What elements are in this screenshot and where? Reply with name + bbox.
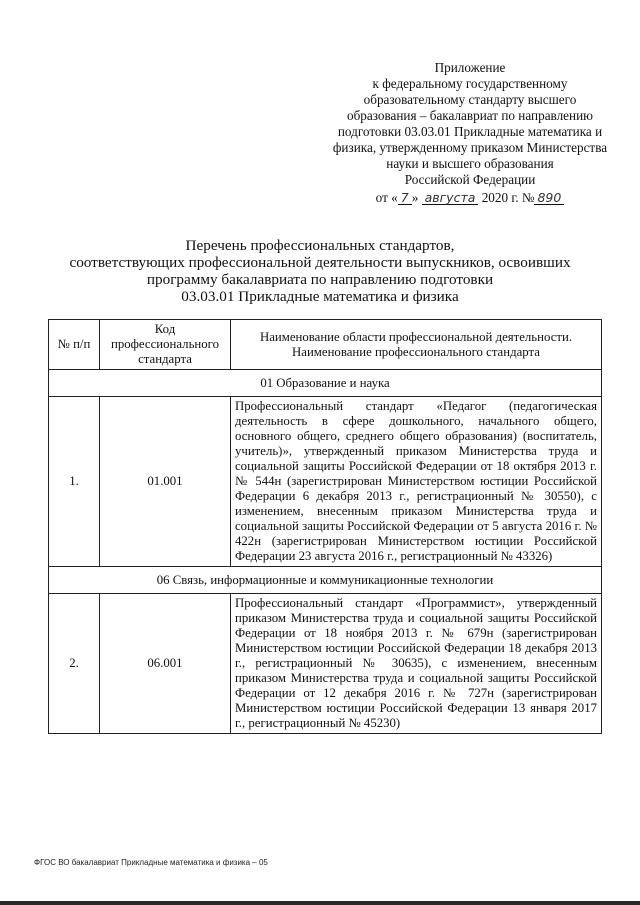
row-description: Профессиональный стандарт «Программист», утвержденный приказом Министерства труда и социальной защиты Российской Федерации от 18 ноября 2013 г. № 679н (зарегистрирован Министерством юстиции Российской Федерации 18 декабря 2013 г., регистрационный № 30635), с изменением, внесенным приказом Министерства труда и социальной защиты Российской Федерации от 12 декабря 2016 г. № 727н (зарегистрирован Министерством юстиции Российской Федерации 13 января 2017 г., регистрационный № 45230) <box>231 594 602 734</box>
table-header-row <box>49 320 602 370</box>
table-row <box>49 594 602 734</box>
date-prefix: от « <box>375 190 398 205</box>
appendix-line: образования – бакалавриат по направлению <box>346 108 593 123</box>
scan-edge <box>0 901 640 905</box>
header-num: № п/п <box>49 320 100 370</box>
page-footer: ФГОС ВО бакалавриат Прикладные математика и физика – 05 <box>34 858 268 867</box>
appendix-line: образовательному стандарту высшего <box>363 92 577 107</box>
header-name: Наименование области профессиональной деятельности. Наименование профессионального стандарта <box>231 320 602 370</box>
appendix-line: Российской Федерации <box>404 172 536 187</box>
date-year: 2020 г. № <box>481 190 535 205</box>
title-line: 03.03.01 Прикладные математика и физика <box>181 288 459 305</box>
row-num: 2. <box>49 594 100 734</box>
order-date-line <box>325 190 615 206</box>
appendix-line: науки и высшего образования <box>386 156 554 171</box>
table-row <box>49 397 602 567</box>
section-title: 06 Связь, информационные и коммуникационные технологии <box>49 567 602 594</box>
row-description: Профессиональный стандарт «Педагог (педагогическая деятельность в сфере дошкольного, начального общего, основного общего, среднего общего образования) (воспитатель, учитель)», утвержденный приказом Министерства труда и социальной защиты Российской Федерации от 18 октября 2013 г. № 544н (зарегистрирован Министерством юстиции Российской Федерации 6 декабря 2013 г., регистрационный № 30550), с изменением, внесенным приказом Министерства труда и социальной защиты Российской Федерации от 5 августа 2016 г. № 422н (зарегистрирован Министерством юстиции Российской Федерации 23 августа 2016 г., регистрационный № 43326) <box>231 397 602 567</box>
section-row <box>49 567 602 594</box>
appendix-line: к федеральному государственному <box>372 76 568 91</box>
row-num: 1. <box>49 397 100 567</box>
order-number: 890 <box>534 191 564 205</box>
row-code: 01.001 <box>100 397 231 567</box>
title-line: Перечень профессиональных стандартов, <box>185 237 455 254</box>
appendix-line: Приложение <box>434 60 506 75</box>
section-row <box>49 370 602 397</box>
date-month: августа <box>422 191 479 205</box>
date-mid: » <box>411 190 419 205</box>
date-day: 7 <box>398 191 412 205</box>
appendix-line: подготовки 03.03.01 Прикладные математика и <box>337 124 603 139</box>
row-code: 06.001 <box>100 594 231 734</box>
appendix-line: физика, утвержденному приказом Министерства <box>332 140 608 155</box>
appendix-block <box>325 60 615 206</box>
header-code: Код профессионального стандарта <box>100 320 231 370</box>
title-line: соответствующих профессиональной деятельности выпускников, освоивших <box>69 254 571 271</box>
title-line: программу бакалавриата по направлению подготовки <box>146 271 494 288</box>
document-title <box>40 237 600 305</box>
section-title: 01 Образование и наука <box>49 370 602 397</box>
standards-table <box>48 319 602 734</box>
